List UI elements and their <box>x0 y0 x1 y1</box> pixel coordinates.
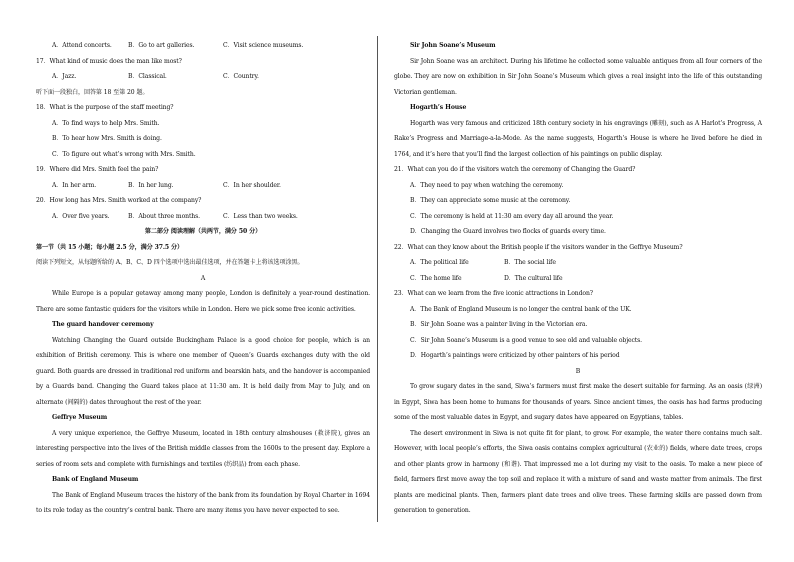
hogarth-heading: Hogarth’s House <box>410 104 467 111</box>
q22-options-ab <box>394 255 762 271</box>
reading-instruction: 阅读下列短文，从每题所给的 A、B、C、D 四个选项中选出最佳选项，并在答题卡上将该选项涂黑。 <box>36 259 304 266</box>
siwa-paragraph-2: The desert environment in Siwa is not quite fit for plant, to grow. For example, the water there contains much salt. However, with local people’s efforts, the Siwa oasis contains complex agricultural (农业的) fields, where date trees, crops and other plants grow in harmony (和谐). That impressed me a lot during my visit to the oasis. To make a new piece of field, farmers first move away the top soil and replace it with a mixture of sand and waste matter from animals. The first plants are medicinal plants. Then, farmers plant date trees and olive trees. These farming skills are passed down from generation to generation. <box>394 429 762 514</box>
q20-question: 20．How long has Mrs. Smith worked at the company? <box>36 197 202 204</box>
passage-a-label: A <box>200 274 206 282</box>
q22-option-d: D．The cultural life <box>504 274 563 282</box>
passage-b-label: B <box>575 367 581 375</box>
left-column <box>36 38 370 519</box>
q17-option-c: C．Country. <box>223 73 259 80</box>
q21-option-c: C．The ceremony is held at 11:30 am every day all around the year. <box>410 212 614 220</box>
q21-option-b: B．They can appreciate some music at the ceremony. <box>410 197 571 204</box>
siwa-paragraph-1: To grow sugary dates in the sand, Siwa’s farmers must first make the desert suitable for farming. As an oasis (绿洲) in Egypt, Siwa has been home to humans for thousands of years. Since ancient times, the oasis has had farms producing some of the most valuable dates in Egypt, and sugary dates have appeared on Egyptians, tables. <box>394 383 762 421</box>
q20-option-b: B．About three months. <box>128 212 200 220</box>
column-divider <box>377 36 378 522</box>
q17-options <box>36 69 370 85</box>
q17-option-b: B．Classical. <box>128 73 167 80</box>
q16-option-b: B．Go to art galleries. <box>128 42 195 49</box>
q23-question: 23．What can we learn from the five iconic attractions in London? <box>394 290 593 297</box>
geffrye-heading: Geffrye Museum <box>52 414 108 421</box>
q18-option-b: B．To hear how Mrs. Smith is doing. <box>52 135 162 142</box>
q19-option-b: B．In her lung. <box>128 181 174 189</box>
q20-option-c: C．Less than two weeks. <box>223 212 298 220</box>
q22-question: 22．What can they know about the British people if the visitors wander in the Geffrye Museum? <box>394 243 683 251</box>
q16-option-c: C．Visit science museums. <box>223 42 304 49</box>
bank-heading: Bank of England Museum <box>52 476 139 483</box>
q23-option-a: A．The Bank of England Museum is no longer the central bank of the UK. <box>410 305 632 313</box>
q18-option-a: A．To find ways to help Mrs. Smith. <box>52 119 160 127</box>
soane-paragraph: Sir John Soane was an architect. During his lifetime he collected some valuable antiques from all four corners of the globe. They are now on exhibition in Sir John Soane’s Museum which gives a real insight into the life of this outstanding Victorian gentleman. <box>394 57 762 96</box>
q16-option-a: A．Attend concerts. <box>52 42 112 49</box>
q21-option-a: A．They need to pay when watching the ceremony. <box>410 181 564 189</box>
q18-question: 18．What is the purpose of the staff meeting? <box>36 104 174 111</box>
listening-instruction: 听下面一段独白，回答第 18 至第 20 题。 <box>36 88 149 96</box>
hogarth-paragraph: Hogarth was very famous and criticized 18th century society in his engravings (雕刻), such as A Harlot’s Progress, A Rake’s Progress and Marriage-a-la-Mode. As the name suggests, Hogarth’s House is where he lived before he died in 1764, and it’s here that you’ll find the largest collection of his paintings on public display. <box>394 119 762 158</box>
part-one-heading: 第一节（共 15 小题；每小题 2.5 分，满分 37.5 分） <box>36 243 184 251</box>
right-column <box>394 38 762 519</box>
q17-option-a: A．Jazz. <box>52 73 77 80</box>
q19-option-a: A．In her arm. <box>52 181 97 189</box>
q19-question: 19．Where did Mrs. Smith feel the pain? <box>36 166 159 173</box>
q23-option-b: B．Sir John Soane was a painter living in the Victorian era. <box>410 321 588 328</box>
bank-paragraph: The Bank of England Museum traces the history of the bank from its foundation by Royal Charter in 1694 to its role today as the country’s central bank. There are many items you have never expected to see. <box>36 491 370 514</box>
guard-heading: The guard handover ceremony <box>52 321 154 328</box>
q22-option-b: B．The social life <box>504 259 556 266</box>
q19-option-c: C．In her shoulder. <box>223 181 281 189</box>
q21-question: 21．What can you do if the visitors watch the ceremony of Changing the Guard? <box>394 166 636 173</box>
q21-option-d: D．Changing the Guard involves two flocks of guards every time. <box>410 228 606 235</box>
q16-options <box>36 38 370 54</box>
q17-question: 17．What kind of music does the man like most? <box>36 57 182 65</box>
q19-options <box>36 178 370 194</box>
q23-option-c: C．Sir John Soane’s Museum is a good venue to see old and valuable objects. <box>410 336 643 344</box>
geffrye-paragraph: A very unique experience, the Geffrye Museum, located in 18th century almshouses (救济院), gives an interesting perspective into the lives of the British middle classes from the 1600s to the present day. Explore a series of room sets and complete with furnishings and textiles (纺织品) from each phase. <box>36 429 370 468</box>
q22-option-c: C．The home life <box>410 274 462 282</box>
q20-option-a: A．Over five years. <box>52 212 110 220</box>
q22-options-cd <box>394 271 762 287</box>
intro-paragraph: While Europe is a popular getaway among many people, London is definitely a year-round destination. There are some fantastic quiders for the visitors while in London. Here we pick some free iconic activities. <box>36 290 370 313</box>
q18-option-c: C．To figure out what’s wrong with Mrs. Smith. <box>52 150 196 158</box>
guard-paragraph: Watching Changing the Guard outside Buckingham Palace is a good choice for people, which is an exhibition of British ceremony. This is where one member of Queen’s Guards exchanges duty with the old guard. Both guards are dressed in traditional red uniform and bearskin hats, and the handover is accompanied by a Guards band. Changing the Guard takes place at 11:30 am. It is held daily from May to July, and on alternate (间隔的) dates throughout the rest of the year. <box>36 336 370 406</box>
section-title: 第二部分 阅读理解（共两节，满分 50 分） <box>144 228 262 235</box>
q22-option-a: A．The political life <box>410 259 469 266</box>
soane-heading: Sir John Soane’s Museum <box>410 42 496 49</box>
q23-option-d: D．Hogarth’s paintings were criticized by other painters of his period <box>410 352 620 359</box>
q20-options <box>36 209 370 225</box>
